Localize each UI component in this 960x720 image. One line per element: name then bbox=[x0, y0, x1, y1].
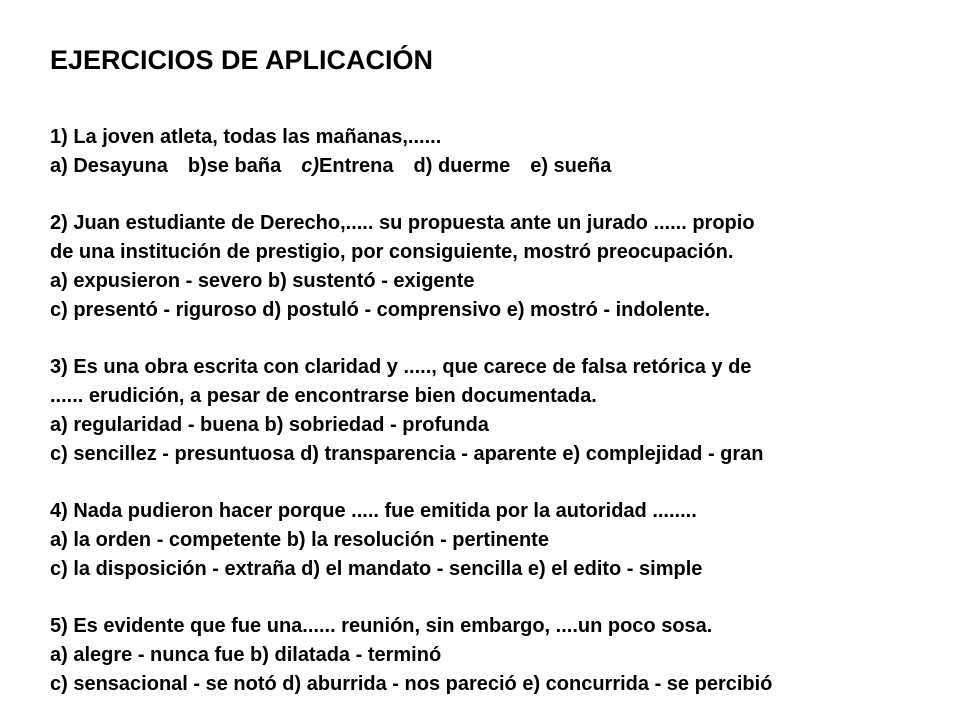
option-label: b) bbox=[187, 155, 207, 177]
exercise-1-options bbox=[50, 152, 960, 181]
exercise-1 bbox=[50, 123, 960, 181]
exercise-5-options-line-1: a) alegre - nunca fue b) dilatada - terminó bbox=[50, 644, 442, 666]
exercise-4-options-line-1: a) la orden - competente b) la resolución - pertinente bbox=[50, 529, 549, 551]
option-text: Entrena bbox=[319, 155, 394, 177]
exercise-1-option-b bbox=[188, 152, 281, 181]
exercise-1-option-e bbox=[530, 152, 611, 181]
exercise-3-question-line-2: ...... erudición, a pesar de encontrarse bien documentada. bbox=[50, 385, 597, 407]
option-text: sueña bbox=[548, 155, 612, 177]
option-text: duerme bbox=[432, 155, 511, 177]
exercise-3-question-line-1: 3) Es una obra escrita con claridad y ....., que carece de falsa retórica y de bbox=[50, 356, 752, 378]
option-label: e) bbox=[530, 155, 548, 177]
exercise-5-options-line-2: c) sensacional - se notó d) aburrida - nos pareció e) concurrida - se percibió bbox=[50, 673, 773, 695]
page-title: EJERCICIOS DE APLICACIÓN bbox=[50, 45, 434, 75]
exercise-2 bbox=[50, 209, 960, 325]
exercise-2-question-line-2: de una institución de prestigio, por consiguiente, mostró preocupación. bbox=[50, 241, 734, 263]
option-label: d) bbox=[413, 155, 433, 177]
exercise-3 bbox=[50, 353, 960, 469]
exercise-1-option-d bbox=[414, 152, 511, 181]
exercise-4-options-line-2: c) la disposición - extraña d) el mandato - sencilla e) el edito - simple bbox=[50, 558, 703, 580]
exercise-2-options-line-2: c) presentó - riguroso d) postuló - comprensivo e) mostró - indolente. bbox=[50, 299, 711, 321]
exercise-1-option-c bbox=[301, 152, 393, 181]
exercise-3-options-line-1: a) regularidad - buena b) sobriedad - profunda bbox=[50, 414, 489, 436]
option-text: se baña bbox=[206, 155, 282, 177]
exercise-3-options-line-2: c) sencillez - presuntuosa d) transparencia - aparente e) complejidad - gran bbox=[50, 443, 764, 465]
exercise-4-question: 4) Nada pudieron hacer porque ..... fue emitida por la autoridad ........ bbox=[50, 500, 697, 522]
option-label: a) bbox=[50, 155, 68, 177]
option-label: c) bbox=[301, 155, 320, 177]
option-text: Desayuna bbox=[67, 155, 168, 177]
exercise-2-options-line-1: a) expusieron - severo b) sustentó - exigente bbox=[50, 270, 475, 292]
exercise-5 bbox=[50, 612, 960, 699]
exercise-4 bbox=[50, 497, 960, 584]
exercise-1-question: 1) La joven atleta, todas las mañanas,...... bbox=[50, 126, 442, 148]
exercise-2-question-line-1: 2) Juan estudiante de Derecho,..... su propuesta ante un jurado ...... propio bbox=[50, 212, 755, 234]
exercise-5-question: 5) Es evidente que fue una...... reunión, sin embargo, ....un poco sosa. bbox=[50, 615, 713, 637]
exercise-1-option-a bbox=[50, 152, 168, 181]
